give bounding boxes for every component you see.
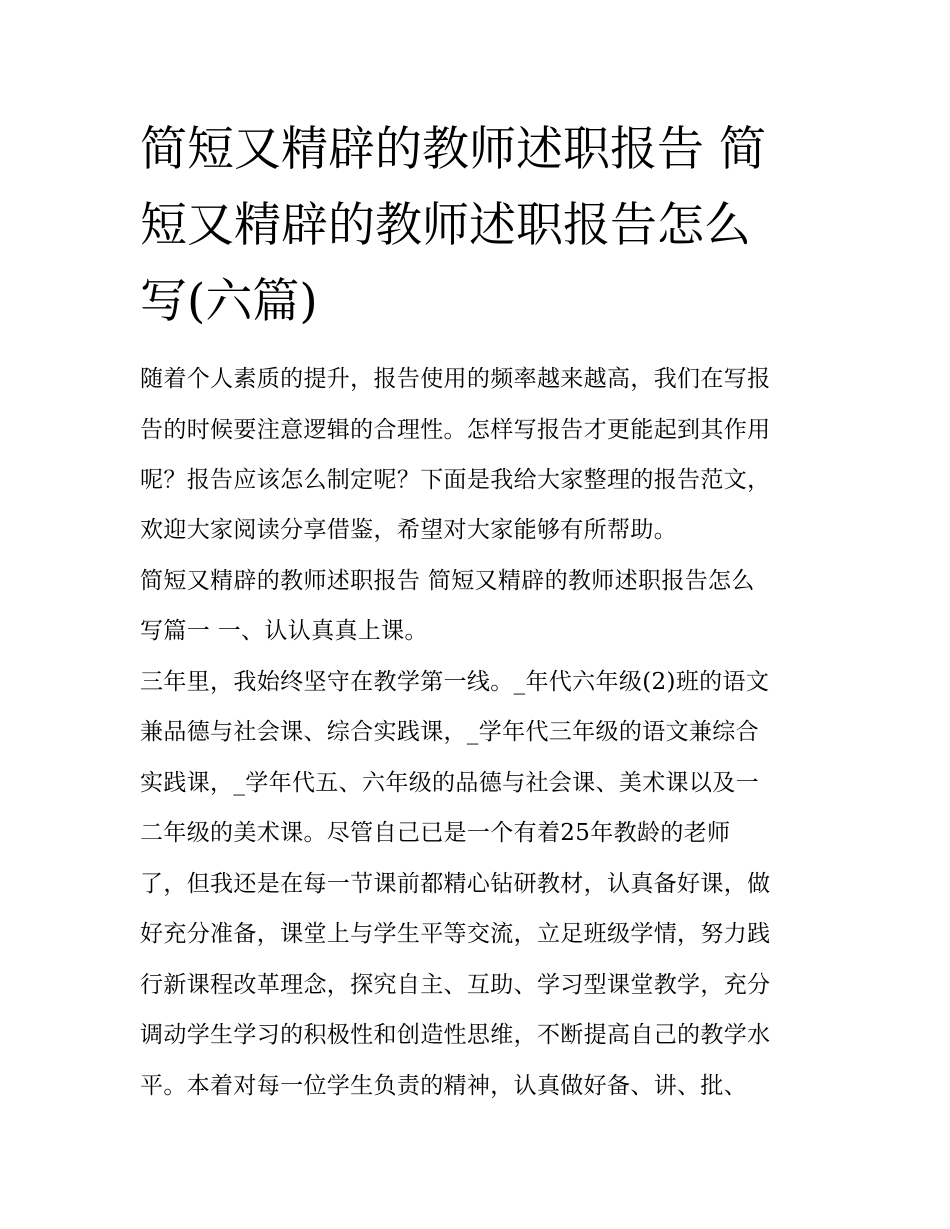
body-line: 调动学生学习的积极性和创造性思维，不断提高自己的教学水 xyxy=(140,1022,771,1048)
body-line: 随着个人素质的提升，报告使用的频率越来越高，我们在写报 xyxy=(140,366,771,392)
title-line: 写(六篇) xyxy=(140,274,318,329)
body-line: 二年级的美术课。尽管自己已是一个有着25年教龄的老师 xyxy=(140,820,731,846)
body-line: 平。本着对每一位学生负责的精神，认真做好备、讲、批、 xyxy=(140,1073,748,1099)
body-line: 兼品德与社会课、综合实践课，_学年代三年级的语文兼综合 xyxy=(140,719,759,745)
body-line: 好充分准备，课堂上与学生平等交流，立足班级学情，努力践 xyxy=(140,921,771,947)
body-line: 写篇一 一、认认真真上课。 xyxy=(140,618,428,644)
title-line: 短又精辟的教师述职报告怎么 xyxy=(140,198,751,253)
document-title xyxy=(140,112,820,340)
body-line: 三年里，我始终坚守在教学第一线。_年代六年级(2)班的语文 xyxy=(140,669,770,695)
body-line: 呢？报告应该怎么制定呢？下面是我给大家整理的报告范文， xyxy=(140,467,771,493)
body-line: 简短又精辟的教师述职报告 简短又精辟的教师述职报告怎么 xyxy=(140,568,755,594)
body-line: 实践课，_学年代五、六年级的品德与社会课、美术课以及一 xyxy=(140,770,759,796)
title-line: 简短又精辟的教师述职报告 简 xyxy=(140,122,766,177)
body-line: 欢迎大家阅读分享借鉴，希望对大家能够有所帮助。 xyxy=(140,517,678,543)
body-line: 行新课程改革理念，探究自主、互助、学习型课堂教学，充分 xyxy=(140,972,771,998)
body-line: 了，但我还是在每一节课前都精心钻研教材，认真备好课，做 xyxy=(140,871,771,897)
body-line: 告的时候要注意逻辑的合理性。怎样写报告才更能起到其作用 xyxy=(140,417,771,443)
